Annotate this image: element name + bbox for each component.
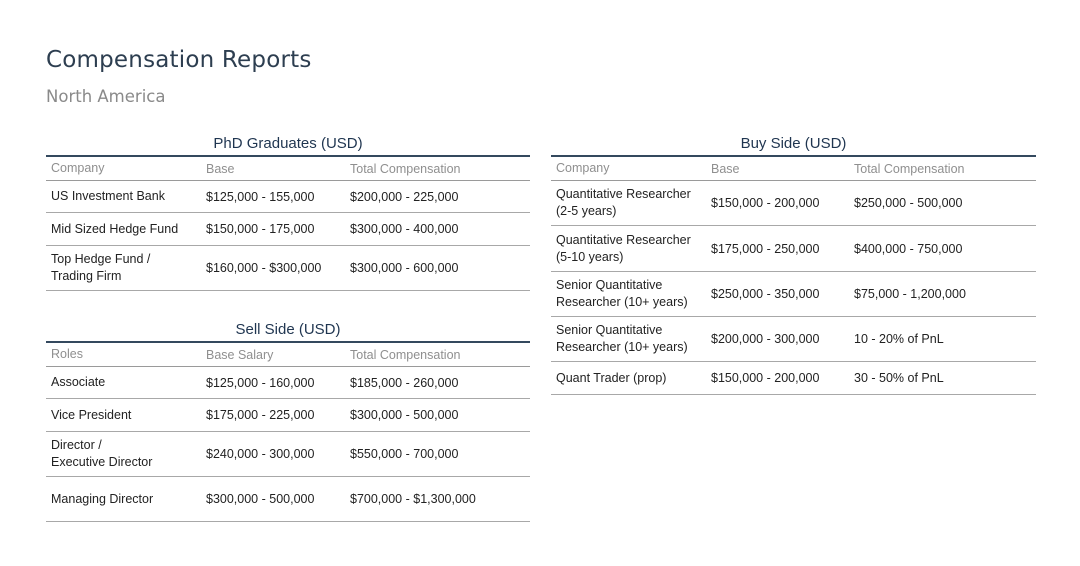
row-label	[551, 370, 711, 387]
sell-side-table	[46, 319, 530, 522]
table-title: PhD Graduates (USD)	[213, 135, 363, 152]
row-label-line: (2-5 years)	[556, 204, 617, 218]
row-label	[551, 277, 711, 311]
table-header-row	[46, 155, 530, 181]
base-cell: $150,000 - 200,000	[711, 196, 820, 210]
table-row	[551, 181, 1036, 226]
total-compensation-cell: $300,000 - 400,000	[350, 222, 459, 236]
table-row	[46, 367, 530, 399]
base-cell: $200,000 - 300,000	[711, 332, 820, 346]
row-label-line: Quantitative Researcher	[556, 232, 691, 247]
table-header-row	[551, 155, 1036, 181]
column-header: Total Compensation	[350, 161, 461, 176]
row-label	[46, 251, 206, 285]
table-header-row	[46, 341, 530, 367]
total-compensation-cell: $250,000 - 500,000	[854, 196, 963, 210]
row-label-line: Managing Director	[51, 491, 154, 506]
row-label-line: Trading Firm	[51, 269, 122, 283]
base-cell: $160,000 - $300,000	[206, 261, 322, 275]
table-row	[551, 317, 1036, 362]
total-compensation-cell: $300,000 - 600,000	[350, 261, 459, 275]
column-header: Base Salary	[206, 347, 274, 362]
total-compensation-cell: $300,000 - 500,000	[350, 408, 459, 422]
row-label	[551, 232, 711, 266]
row-label-line: Executive Director	[51, 455, 153, 469]
base-cell: $175,000 - 225,000	[206, 408, 315, 422]
page-subtitle: North America	[46, 87, 166, 106]
total-compensation-cell: $185,000 - 260,000	[350, 375, 459, 390]
table-row	[46, 432, 530, 477]
total-compensation-cell: 10 - 20% of PnL	[854, 332, 944, 346]
table-row	[46, 213, 530, 246]
row-label	[46, 374, 206, 391]
total-compensation-cell: $400,000 - 750,000	[854, 241, 963, 256]
column-header: Total Compensation	[350, 347, 461, 362]
row-label-line: Vice President	[51, 407, 132, 422]
table-row	[46, 246, 530, 291]
table-row	[551, 362, 1036, 395]
row-label	[46, 221, 206, 238]
row-label	[46, 188, 206, 205]
buy-side-table	[551, 133, 1036, 395]
phd-graduates-table	[46, 133, 530, 291]
total-compensation-cell: $200,000 - 225,000	[350, 189, 459, 204]
row-label-line: Quantitative Researcher	[556, 187, 691, 201]
base-cell: $240,000 - 300,000	[206, 447, 315, 461]
row-label	[551, 322, 711, 356]
row-label-line: Senior Quantitative	[556, 323, 663, 337]
row-label-line: Associate	[51, 375, 106, 389]
row-label-line: Researcher (10+ years)	[556, 295, 688, 309]
row-label	[46, 437, 206, 471]
column-header: Base	[711, 161, 740, 176]
table-row	[551, 272, 1036, 317]
row-label-line: Mid Sized Hedge Fund	[51, 221, 179, 236]
page-title: Compensation Reports	[46, 47, 312, 73]
table-row	[551, 226, 1036, 272]
table-row	[46, 477, 530, 522]
row-label-line: Quant Trader (prop)	[556, 370, 667, 385]
row-label	[46, 491, 206, 508]
row-label	[551, 186, 711, 220]
column-header: Roles	[51, 347, 83, 361]
base-cell: $300,000 - 500,000	[206, 492, 315, 506]
base-cell: $125,000 - 160,000	[206, 375, 315, 390]
row-label-line: Top Hedge Fund /	[51, 252, 151, 266]
base-cell: $150,000 - 200,000	[711, 371, 820, 385]
total-compensation-cell: 30 - 50% of PnL	[854, 371, 944, 385]
total-compensation-cell: $550,000 - 700,000	[350, 447, 459, 461]
column-header: Base	[206, 161, 235, 176]
table-title: Sell Side (USD)	[235, 321, 341, 338]
row-label-line: (5-10 years)	[556, 249, 624, 264]
table-row	[46, 399, 530, 432]
row-label-line: Senior Quantitative	[556, 278, 663, 292]
table-title: Buy Side (USD)	[740, 135, 847, 152]
row-label-line: Researcher (10+ years)	[556, 340, 688, 354]
row-label-line: US Investment Bank	[51, 189, 165, 203]
row-label-line: Director /	[51, 438, 102, 452]
base-cell: $150,000 - 175,000	[206, 222, 315, 236]
column-header: Total Compensation	[854, 161, 965, 176]
base-cell: $125,000 - 155,000	[206, 189, 315, 204]
column-header: Company	[556, 161, 610, 175]
table-row	[46, 181, 530, 213]
total-compensation-cell: $700,000 - $1,300,000	[350, 492, 476, 506]
base-cell: $175,000 - 250,000	[711, 241, 820, 256]
row-label	[46, 407, 206, 424]
base-cell: $250,000 - 350,000	[711, 287, 820, 301]
total-compensation-cell: $75,000 - 1,200,000	[854, 287, 966, 301]
column-header: Company	[51, 161, 105, 175]
